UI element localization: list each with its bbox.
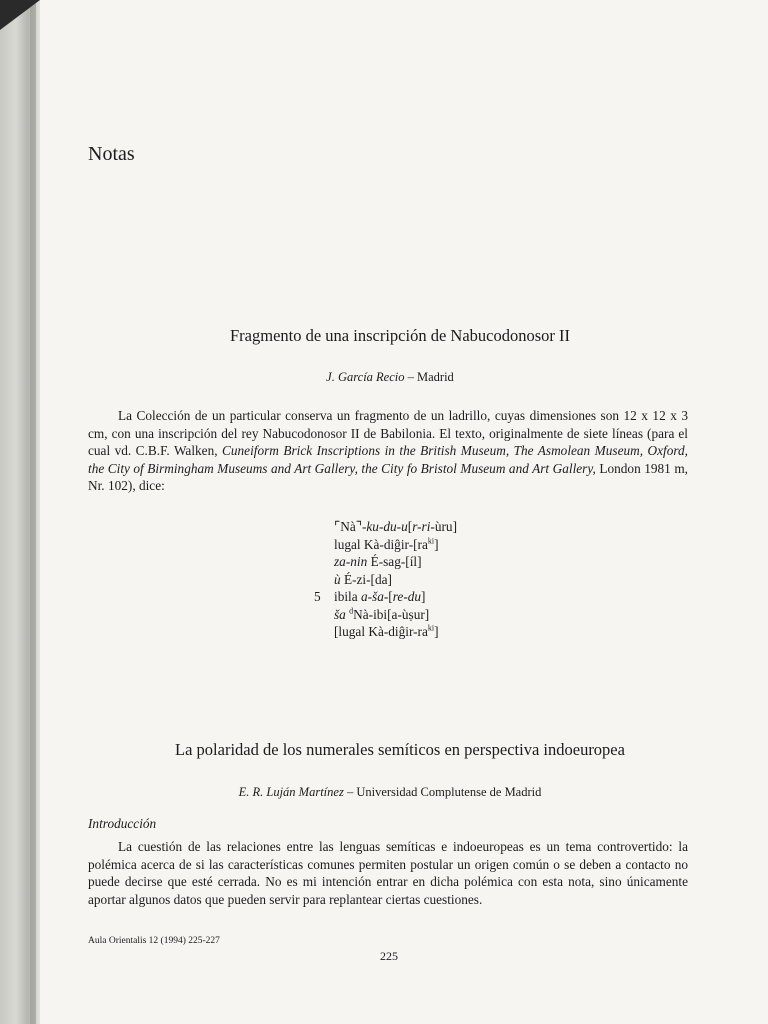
verse-text-italic: re-du — [392, 589, 422, 604]
verse-superscript: d — [349, 606, 354, 616]
article2-title: La polaridad de los numerales semíticos en perspectiva indoeuropea — [175, 740, 625, 759]
article2-affiliation: – Universidad Complutense de Madrid — [346, 785, 542, 799]
verse-text: É-sag-[íl] — [367, 554, 422, 569]
verse-text: ] — [434, 536, 439, 552]
article1-para-b: London 1981 m, Nr. 102), dice: — [88, 460, 688, 493]
verse-text-italic: ku-du-u — [366, 519, 408, 534]
article1-author: J. García Recio — [326, 370, 405, 384]
article1-paragraph — [88, 407, 688, 495]
verse-superscript: ki — [427, 623, 435, 633]
article1-affiliation: – Madrid — [407, 370, 454, 384]
verse-text: ùru] — [434, 519, 457, 534]
verse-text: [lugal Kà-diĝir-ra — [334, 624, 428, 639]
article2-author: E. R. Luján Martínez — [238, 785, 344, 799]
verse-text: [ — [388, 589, 393, 604]
verse-text-italic: za-nin — [334, 554, 368, 569]
article2-para-text: La cuestión de las relaciones entre las lenguas semíticas e indoeuropeas es un tema controvertido: la polémica acerca de si las características comunes permiten postular un origen común o se deben a contacto no puede decirse que esté cerrada. No es mi intención entrar en dicha polémica con esta nota, sino únicamente aportar algunos datos que pueden servir para replantear ciertas cuestiones. — [88, 839, 688, 907]
verse-text-italic: ša — [334, 606, 350, 622]
binding-corner — [0, 0, 40, 30]
verse-superscript: ki — [427, 536, 435, 546]
article1-byline — [0, 370, 768, 385]
page-number: 225 — [380, 949, 398, 963]
article2-byline — [0, 785, 768, 800]
binding-stripe — [30, 0, 36, 1024]
inscription-line-3 — [314, 553, 457, 571]
article1-title: Fragmento de una inscripción de Nabucodonosor II — [230, 326, 570, 345]
article1-para-a: La Colección de un particular conserva un fragmento de un ladrillo, cuyas dimensiones son 12 x 12 x 3 cm, con una inscripción del rey Nabucodonosor II de Babilonia. El texto, originalmente de siete líneas (para el cual vd. C.B.F. Walken, — [88, 408, 688, 458]
article1-reference-title: Cuneiform Brick Inscriptions in the British Museum, The Asmolean Museum, Oxford, the City of Birmingham Museums and Art Gallery, the City fo Bristol Museum and Art Gallery, — [88, 443, 689, 476]
verse-text: É-zi-[da] — [340, 571, 392, 587]
verse-text: lugal Kà-diĝir-[ra — [334, 536, 428, 552]
inscription-line-7 — [314, 623, 457, 641]
verse-text: ṣ — [408, 606, 414, 622]
verse-text: ur] — [413, 606, 430, 622]
verse-text: ibila — [334, 589, 361, 604]
page-binding-edge — [0, 0, 40, 1024]
inscription-line-4 — [314, 571, 457, 589]
verse-text-italic: ù — [334, 571, 341, 587]
verse-text: ] — [434, 624, 439, 639]
inscription-line-1 — [314, 518, 457, 536]
article2-paragraph — [88, 838, 688, 908]
verse-text: [ — [407, 519, 413, 534]
inscription-line-6 — [314, 606, 457, 624]
verse-text: ] — [421, 589, 426, 604]
article2-subheading: Introducción — [88, 816, 157, 831]
section-heading: Notas — [88, 143, 135, 165]
journal-citation: Aula Orientalis 12 (1994) 225-227 — [88, 936, 220, 946]
inscription-line-5 — [314, 588, 457, 606]
inscription-transliteration — [314, 518, 457, 641]
verse-text-italic: r-ri- — [412, 519, 435, 534]
inscription-line-2 — [314, 536, 457, 554]
verse-text-italic: a-ša- — [360, 589, 389, 604]
verse-text: ⌜Nà⌝- — [334, 519, 367, 534]
verse-text: Nà-ibi[a-ù — [353, 606, 409, 622]
line-number: 5 — [314, 589, 321, 604]
